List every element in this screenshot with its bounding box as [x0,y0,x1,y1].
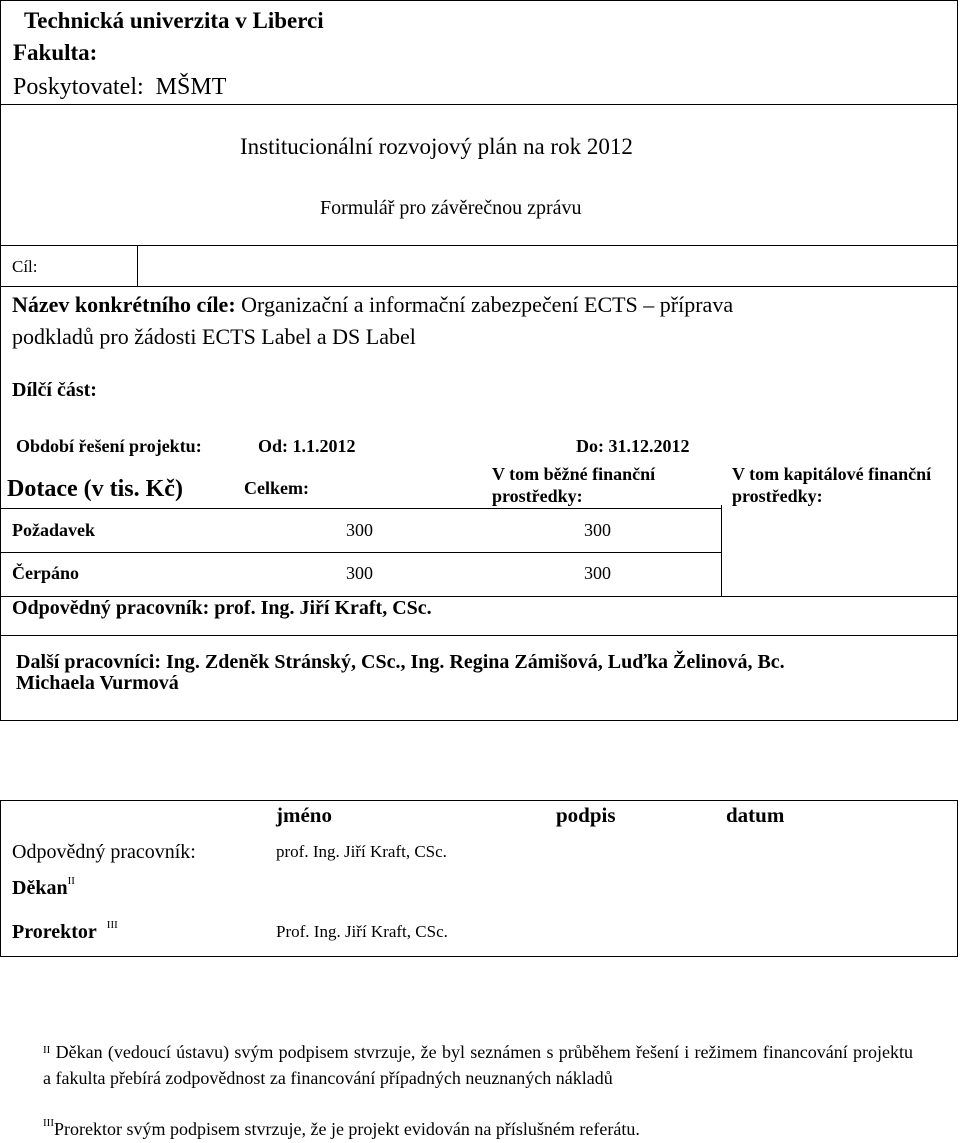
footnote-dean-text: Děkan (vedoucí ústavu) svým podpisem stvrzuje, že byl seznámen s průběhem řešení i režimem financování projektu a fakulta přebírá zodpovědnost za financování případných neuznaných nákladů [43,1042,913,1088]
goal-name-value-line1: Organizační a informační zabezpečení ECTS – příprava [241,292,734,317]
provider-label: Poskytovatel: MŠMT [13,74,227,100]
sign-row-prorector-sup: III [106,919,118,931]
sign-table-top [0,800,958,801]
frame-top [0,0,958,1]
funding-col-capital [732,463,931,507]
footnote-prorector [43,1119,640,1140]
funding-col-capital-line2: prostředky: [732,486,823,506]
goal-label: Cíl: [12,257,38,276]
funding-row-drawn-label: Čerpáno [12,563,79,583]
document-title: Institucionální rozvojový plán na rok 2012 [240,134,633,159]
frame-left [0,0,1,720]
frame-goal-bottom [0,286,958,287]
sign-table-left [0,800,1,957]
sign-col-signature: podpis [556,803,616,827]
other-staff-line1: Další pracovníci: Ing. Zdeněk Stránský, CSc., Ing. Regina Zámišová, Luďka Želinová, Bc. [16,651,785,673]
part-label: Dílčí část: [12,379,97,401]
document-subtitle: Formulář pro závěrečnou zprávu [320,197,582,219]
sign-row-responsible-name: prof. Ing. Jiří Kraft, CSc. [276,842,447,861]
sign-col-date: datum [726,803,785,827]
goal-name-label: Název konkrétního cíle: [12,292,236,317]
funding-col-current-line2: prostředky: [492,486,583,506]
faculty-label: Fakulta: [13,40,98,65]
funding-row-drawn-total: 300 [346,563,373,583]
funding-col-capital-line1: V tom kapitálové finanční [732,464,932,484]
sign-col-name: jméno [276,803,332,827]
funding-row-requested-current: 300 [584,520,611,540]
funding-col-current-line1: V tom běžné finanční [492,464,656,484]
frame-right [957,0,958,720]
footnote-prorector-mark: III [43,1117,54,1129]
funding-title: Dotace (v tis. Kč) [7,476,183,502]
staff-divider [0,635,958,636]
funding-row-requested-label: Požadavek [12,520,95,540]
period-label: Období řešení projektu: [16,436,202,456]
period-from: Od: 1.1.2012 [258,436,356,456]
sign-table-right [957,800,958,957]
goal-name [12,289,932,353]
frame-bottom [0,720,958,721]
sign-row-prorector-name: Prof. Ing. Jiří Kraft, CSc. [276,922,448,941]
sign-row-dean-role-text: Děkan [12,877,68,899]
university-name: Technická univerzita v Liberci [24,8,324,33]
sign-row-dean-role [12,877,75,900]
other-staff-line2: Michaela Vurmová [16,672,179,694]
sign-row-prorector-role [12,921,118,944]
responsible-person: Odpovědný pracovník: prof. Ing. Jiří Kraft, CSc. [12,597,432,619]
sign-row-responsible-role: Odpovědný pracovník: [12,841,196,863]
goal-name-value-line2: podkladů pro žádosti ECTS Label a DS Label [12,324,416,349]
footnote-dean [43,1039,913,1091]
funding-row-requested-total: 300 [346,520,373,540]
funding-col-current [492,463,655,507]
footnote-prorector-text: Prorektor svým podpisem stvrzuje, že je projekt evidován na příslušném referátu. [54,1119,640,1139]
period-to: Do: 31.12.2012 [576,436,690,456]
funding-row1-top [0,508,722,509]
sign-table-bottom [0,956,958,957]
funding-row2-top [0,552,722,553]
funding-capital-left [721,505,722,597]
frame-goal-top [0,245,958,246]
sign-row-dean-sup: II [67,875,75,887]
sign-row-prorector-role-text: Prorektor [12,921,97,943]
frame-goal-split [137,245,138,286]
funding-row-drawn-current: 300 [584,563,611,583]
funding-col-total: Celkem: [244,478,309,498]
footnote-dean-mark: II [43,1044,51,1056]
frame-header-divider [0,104,958,105]
